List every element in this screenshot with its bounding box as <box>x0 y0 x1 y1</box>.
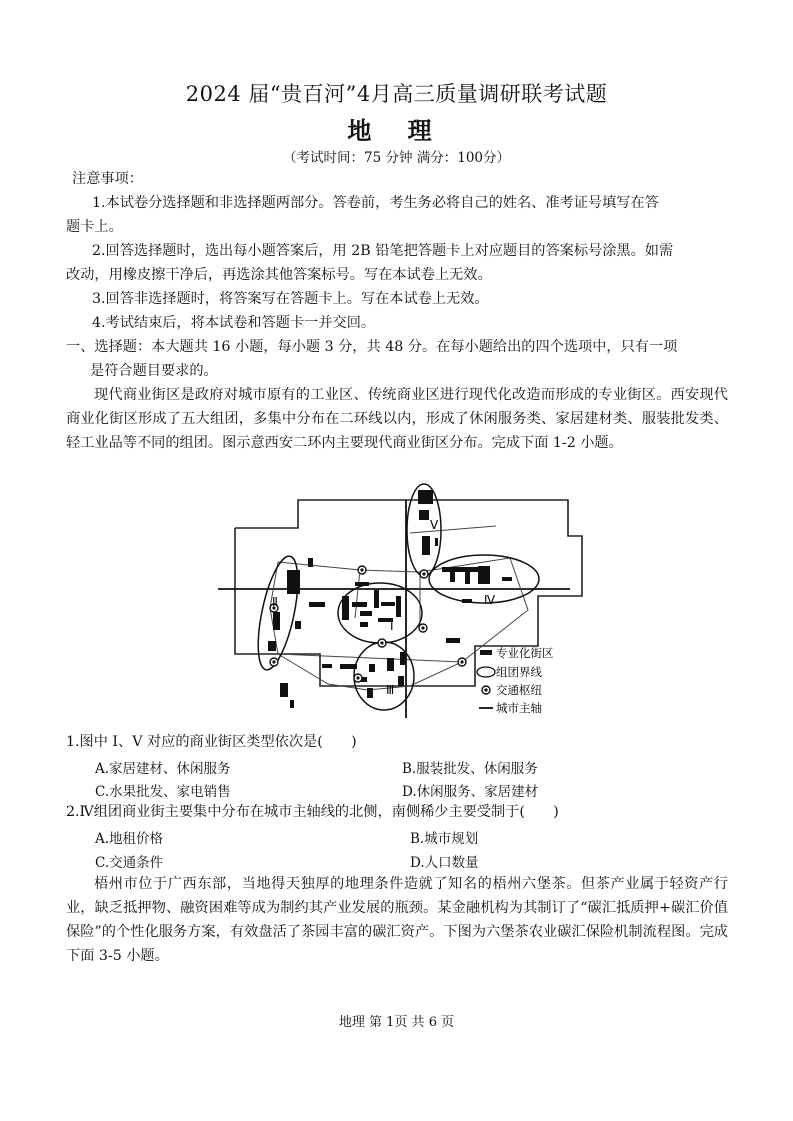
group-boundary-i <box>338 583 422 643</box>
legend-swatch-block <box>480 650 492 655</box>
subject-title: 地 理 <box>347 116 446 145</box>
note-line: 2.回答选择题时，选出每小题答案后，用 2B 铅笔把答题卡上对应题目的答案标号涂黑。如需 <box>92 243 674 259</box>
section-heading-cont: 是符合题目要求的。 <box>90 363 218 379</box>
group-label-iv: Ⅳ <box>484 593 496 607</box>
question-2-stem: 2.Ⅳ组团商业街主要集中分布在城市主轴线的北侧，南侧稀少主要受制于( ) <box>66 804 559 820</box>
note-line: 4.考试结束后，将本试卷和答题卡一并交回。 <box>92 315 376 331</box>
q1-option-b[interactable]: B.服装批发、休闲服务 <box>402 761 538 777</box>
legend-label: 交通枢纽 <box>496 683 542 697</box>
question-1-stem: 1.图中 Ⅰ、Ⅴ 对应的商业街区类型依次是( ) <box>66 734 357 750</box>
q1-option-d[interactable]: D.休闲服务、家居建材 <box>402 784 539 800</box>
note-line: 1.本试卷分选择题和非选择题两部分。答卷前，考生务必将自己的姓名、准考证号填写在答 <box>92 195 659 211</box>
legend-swatch-boundary <box>477 667 495 677</box>
notes-heading: 注意事项： <box>72 171 143 187</box>
q2-option-c[interactable]: C.交通条件 <box>95 855 164 871</box>
group-label-i: Ⅰ <box>390 619 394 633</box>
section-heading: 一、选择题：本大题共 16 小题，每小题 3 分，共 48 分。在每小题给出的四个选项中，只有一项 <box>66 339 678 355</box>
note-line: 题卡上。 <box>66 219 123 235</box>
road <box>410 526 496 533</box>
road <box>355 570 360 618</box>
xian-commercial-map <box>210 478 590 722</box>
exam-title: 2024 届“贵百河”4月高三质量调研联考试题 <box>185 82 608 106</box>
note-line: 改动，用橡皮擦干净后，再选涂其他答案标号。写在本试卷上无效。 <box>66 267 492 283</box>
q2-option-d[interactable]: D.人口数量 <box>410 855 479 871</box>
legend-label: 组团界线 <box>496 665 542 679</box>
page-footer: 地理 第 1页 共 6 页 <box>338 1015 455 1030</box>
group-label-iii: Ⅲ <box>386 683 395 697</box>
road <box>278 654 462 662</box>
passage-2: 梧州市位于广西东部，当地得天独厚的地理条件造就了知名的梧州六堡茶。但茶产业属于轻资产行业，缺乏抵押物、融资困难等成为制约其产业发展的瓶颈。某金融机构为其制订了“碳汇抵质押+碳汇价值保险”的个性化服务方案，有效盘活了茶园丰富的碳汇资产。下图为六堡茶农业碳汇保险机制流程图。完成下面 3-5 小题。 <box>66 876 728 964</box>
group-label-ii: Ⅱ <box>272 595 278 609</box>
q1-option-c[interactable]: C.水果批发、家电销售 <box>95 784 231 800</box>
note-line: 3.回答非选择题时，将答案写在答题卡上。写在本试卷上无效。 <box>92 291 489 307</box>
legend-label: 城市主轴 <box>496 701 542 715</box>
q2-option-b[interactable]: B.城市规划 <box>410 831 479 847</box>
legend-label: 专业化街区 <box>496 646 554 660</box>
group-label-v: Ⅴ <box>430 518 439 532</box>
exam-info: （考试时间：75 分钟 满分：100分） <box>282 150 511 166</box>
q1-option-a[interactable]: A.家居建材、休闲服务 <box>95 761 231 777</box>
passage-1: 现代商业街区是政府对城市原有的工业区、传统商业区进行现代化改造而形成的专业街区。西安现代商业化街区形成了五大组团，多集中分布在二环线以内，形成了休闲服务类、家居建材类、服装批发类、轻工业品等不同的组团。图示意西安二环内主要现代商业街区分布。完成下面 1-2 小题。 <box>66 387 728 451</box>
q2-option-a[interactable]: A.地租价格 <box>95 831 164 847</box>
